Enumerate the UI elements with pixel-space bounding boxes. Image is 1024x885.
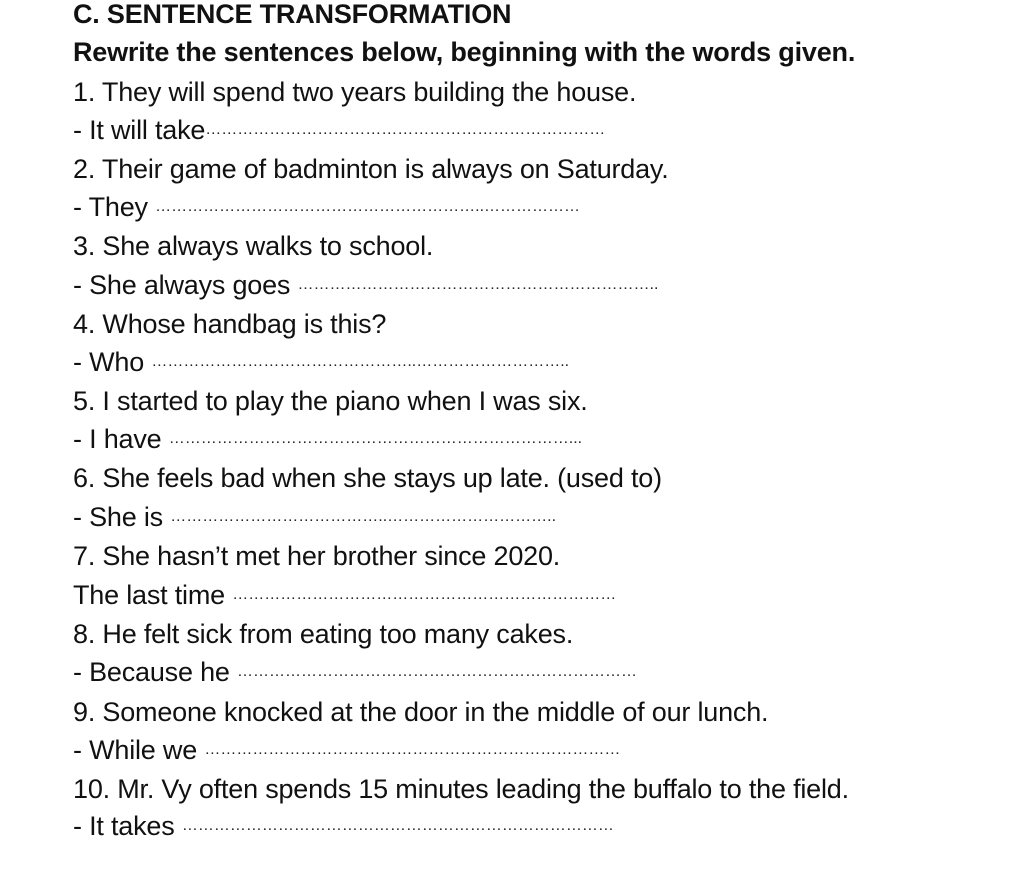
- answer-prompt-10: - It takes: [73, 811, 182, 841]
- answer-blank-10[interactable]: ………………………………………………………………………: [181, 817, 614, 834]
- answer-blank-9[interactable]: ……………………………………………………………………: [204, 741, 621, 758]
- answer-blank-5[interactable]: …………………………………………………………………...: [168, 430, 583, 447]
- answer-blank-4[interactable]: …………………………………………..………………………..: [151, 353, 570, 370]
- question-9: 9. Someone knocked at the door in the middle of our lunch.: [73, 697, 769, 727]
- answer-prompt-3: - She always goes: [73, 270, 298, 300]
- answer-prompt-8: - Because he: [73, 657, 238, 687]
- answer-prompt-6: - She is: [73, 502, 171, 532]
- answer-blank-1[interactable]: …………………………………………………………………: [205, 121, 606, 138]
- answer-blank-3[interactable]: …………………………………………………………..: [297, 276, 659, 293]
- answer-line-8: [73, 656, 815, 688]
- answer-line-6: [73, 501, 792, 533]
- answer-line-10: [73, 810, 807, 842]
- answer-blank-2[interactable]: ……………………………………………………..………………: [155, 198, 581, 215]
- question-1: 1. They will spend two years building the house.: [73, 77, 637, 107]
- question-7: 7. She hasn’t met her brother since 2020.: [73, 541, 561, 571]
- answer-prompt-2: - They: [73, 192, 156, 222]
- answer-blank-6[interactable]: …………………………………..…………………………..: [170, 508, 557, 525]
- answer-line-2: [73, 191, 797, 223]
- answer-blank-8[interactable]: …………………………………………………………………: [237, 663, 638, 680]
- question-2: 2. Their game of badminton is always on Saturday.: [73, 154, 669, 184]
- answer-prompt-1: - It will take: [73, 115, 206, 145]
- answer-line-1: [73, 114, 780, 146]
- answer-blank-7[interactable]: ………………………………………………………………: [232, 586, 617, 603]
- section-instruction: Rewrite the sentences below, beginning with the words given.: [73, 37, 856, 67]
- answer-line-7: [73, 579, 787, 611]
- question-8: 8. He felt sick from eating too many cakes.: [73, 619, 574, 649]
- answer-prompt-7: The last time: [73, 580, 233, 610]
- answer-prompt-5: - I have: [73, 424, 169, 454]
- question-6: 6. She feels bad when she stays up late. (used to): [73, 463, 662, 493]
- question-4: 4. Whose handbag is this?: [73, 309, 387, 339]
- answer-prompt-4: - Who: [73, 347, 152, 377]
- question-3: 3. She always walks to school.: [73, 231, 434, 261]
- question-5: 5. I started to play the piano when I was six.: [73, 386, 588, 416]
- answer-line-5: [73, 423, 789, 455]
- section-title: C. SENTENCE TRANSFORMATION: [73, 0, 512, 29]
- answer-prompt-9: - While we: [73, 735, 205, 765]
- question-10: 10. Mr. Vy often spends 15 minutes leading the buffalo to the field.: [73, 774, 849, 804]
- answer-line-4: [73, 346, 776, 378]
- answer-line-9: [73, 734, 802, 766]
- answer-line-3: [73, 269, 803, 301]
